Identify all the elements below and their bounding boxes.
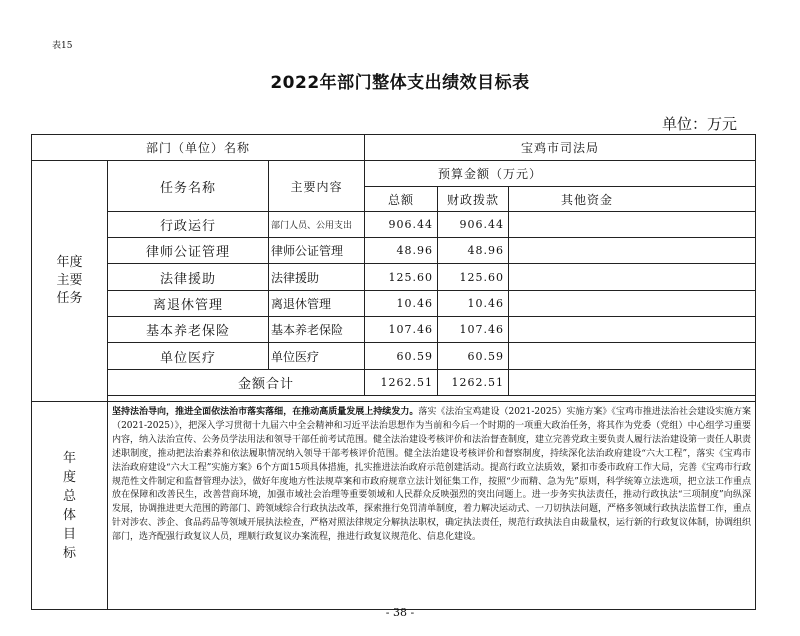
- department-label: 部门（单位）名称: [146, 141, 251, 155]
- task-name: 离退休管理: [108, 291, 269, 317]
- task-other: [509, 264, 756, 291]
- department-value-cell: [365, 135, 756, 161]
- col-total-header: 总额: [365, 187, 438, 212]
- col-task-header: 任务名称: [108, 161, 269, 212]
- sum-total: 1262.51: [365, 370, 438, 396]
- page-number: - 38 -: [385, 606, 415, 619]
- department-value: 宝鸡市司法局: [521, 141, 600, 155]
- table-row: [32, 212, 756, 238]
- task-fiscal: 107.46: [438, 317, 509, 343]
- task-fiscal: 906.44: [438, 212, 509, 238]
- task-total: 48.96: [365, 238, 438, 264]
- annual-tasks-label-cell: [32, 161, 108, 402]
- goal-lead: 坚持法治导向，推进全面依法治市落实落细，在推动高质量发展上持续发力。: [112, 407, 419, 417]
- task-name: 行政运行: [108, 212, 269, 238]
- task-content: 法律援助: [269, 264, 365, 291]
- table-row: [32, 343, 756, 370]
- table-number: 表15: [52, 41, 73, 51]
- task-content: 基本养老保险: [269, 317, 365, 343]
- col-fiscal-header: 财政拨款: [438, 187, 509, 212]
- task-total: 60.59: [365, 343, 438, 370]
- task-other: [509, 343, 756, 370]
- annual-goal-label-cell: [32, 402, 108, 610]
- task-name: 律师公证管理: [108, 238, 269, 264]
- task-fiscal: 10.46: [438, 291, 509, 317]
- task-total: 10.46: [365, 291, 438, 317]
- task-other: [509, 291, 756, 317]
- document-title: 2022年部门整体支出绩效目标表: [270, 73, 530, 93]
- performance-table: [31, 134, 756, 610]
- task-content: 单位医疗: [269, 343, 365, 370]
- task-content: 离退休管理: [269, 291, 365, 317]
- annual-tasks-label: 年度 主要 任务: [56, 255, 83, 306]
- annual-goal-content: [108, 402, 756, 610]
- task-total: 107.46: [365, 317, 438, 343]
- table-row: [32, 264, 756, 291]
- table-row: [32, 317, 756, 343]
- task-total: 125.60: [365, 264, 438, 291]
- task-other: [509, 238, 756, 264]
- sum-fiscal: 1262.51: [438, 370, 509, 396]
- task-name: 基本养老保险: [108, 317, 269, 343]
- task-name: 法律援助: [108, 264, 269, 291]
- task-fiscal: 60.59: [438, 343, 509, 370]
- annual-goal-label: 年 度 总 体 目 标: [62, 450, 76, 561]
- col-content-header: 主要内容: [269, 161, 365, 212]
- table-row: [32, 291, 756, 317]
- goal-body: 落实《法治宝鸡建设（2021-2025）实施方案》《宝鸡市推进法治社会建设实施方案（2021-2025）》，把深入学习贯彻十九届六中全会精神和习近平法治思想作为当前和今后一个时期的一项重大政治任务，将其作为党委（党组）中心组学习重要内容，纳入法治宣传、公务员学法用法和领导干部任前考试范围。健全法治建设考核评价和法治督查制度，建立完善党政主要负责人履行法治建设第一责任人职责述职制度，推动把法治素养和依法履职情况纳入领导干部考核评价范围。健全法治建设考核评价和督察制度，持续深化法治政府建设“六大工程”，落实《宝鸡市法治政府建设“六大工程”实施方案》6个方面15项具体措施，扎实推进法治政府示范创建活动。提高行政立法质效，紧扣市委市政府工作大局，完善《宝鸡市行政规范性文件制定和监督管理办法》，做好年度地方性法规草案和市政府规章立法计划征集工作，按照“少而精、急为先”原则，科学统筹立法选项，把立法工作重点放在保障和改善民生，改善营商环境，加强市域社会治理等重要领域和人民群众反映强烈的突出问题上。进一步务实执法责任，推动行政执法“三项制度”向纵深发展，协调推进更大范围的跨部门、跨领域综合行政执法改革，探索推行免罚清单制度，着力解决运动式、一刀切执法问题，严格多领域行政执法监督工作，重点针对涉农、涉企、食品药品等领域开展执法检查，严格对照法律规定分解执法职权，确定执法责任，规范行政执法自由裁量权，运行新的行政复议体制，协调组织部门，选齐配强行政复议人员，理顺行政复议办案流程，推进行政复议规范化、信息化建设。: [112, 407, 752, 543]
- col-other-header: 其他资金: [509, 187, 756, 212]
- task-content: 律师公证管理: [269, 238, 365, 264]
- sum-other: [509, 370, 756, 396]
- table-row: [32, 238, 756, 264]
- task-content: 部门人员、公用支出: [269, 212, 365, 238]
- task-total: 906.44: [365, 212, 438, 238]
- sum-label: 金额合计: [108, 370, 365, 396]
- sum-row: [32, 370, 756, 396]
- task-name: 单位医疗: [108, 343, 269, 370]
- task-other: [509, 212, 756, 238]
- task-other: [509, 317, 756, 343]
- task-fiscal: 125.60: [438, 264, 509, 291]
- department-label-cell: [32, 135, 365, 161]
- unit-label: 单位：万元: [662, 115, 738, 133]
- col-budget-header: 预算金额（万元）: [365, 161, 756, 187]
- task-fiscal: 48.96: [438, 238, 509, 264]
